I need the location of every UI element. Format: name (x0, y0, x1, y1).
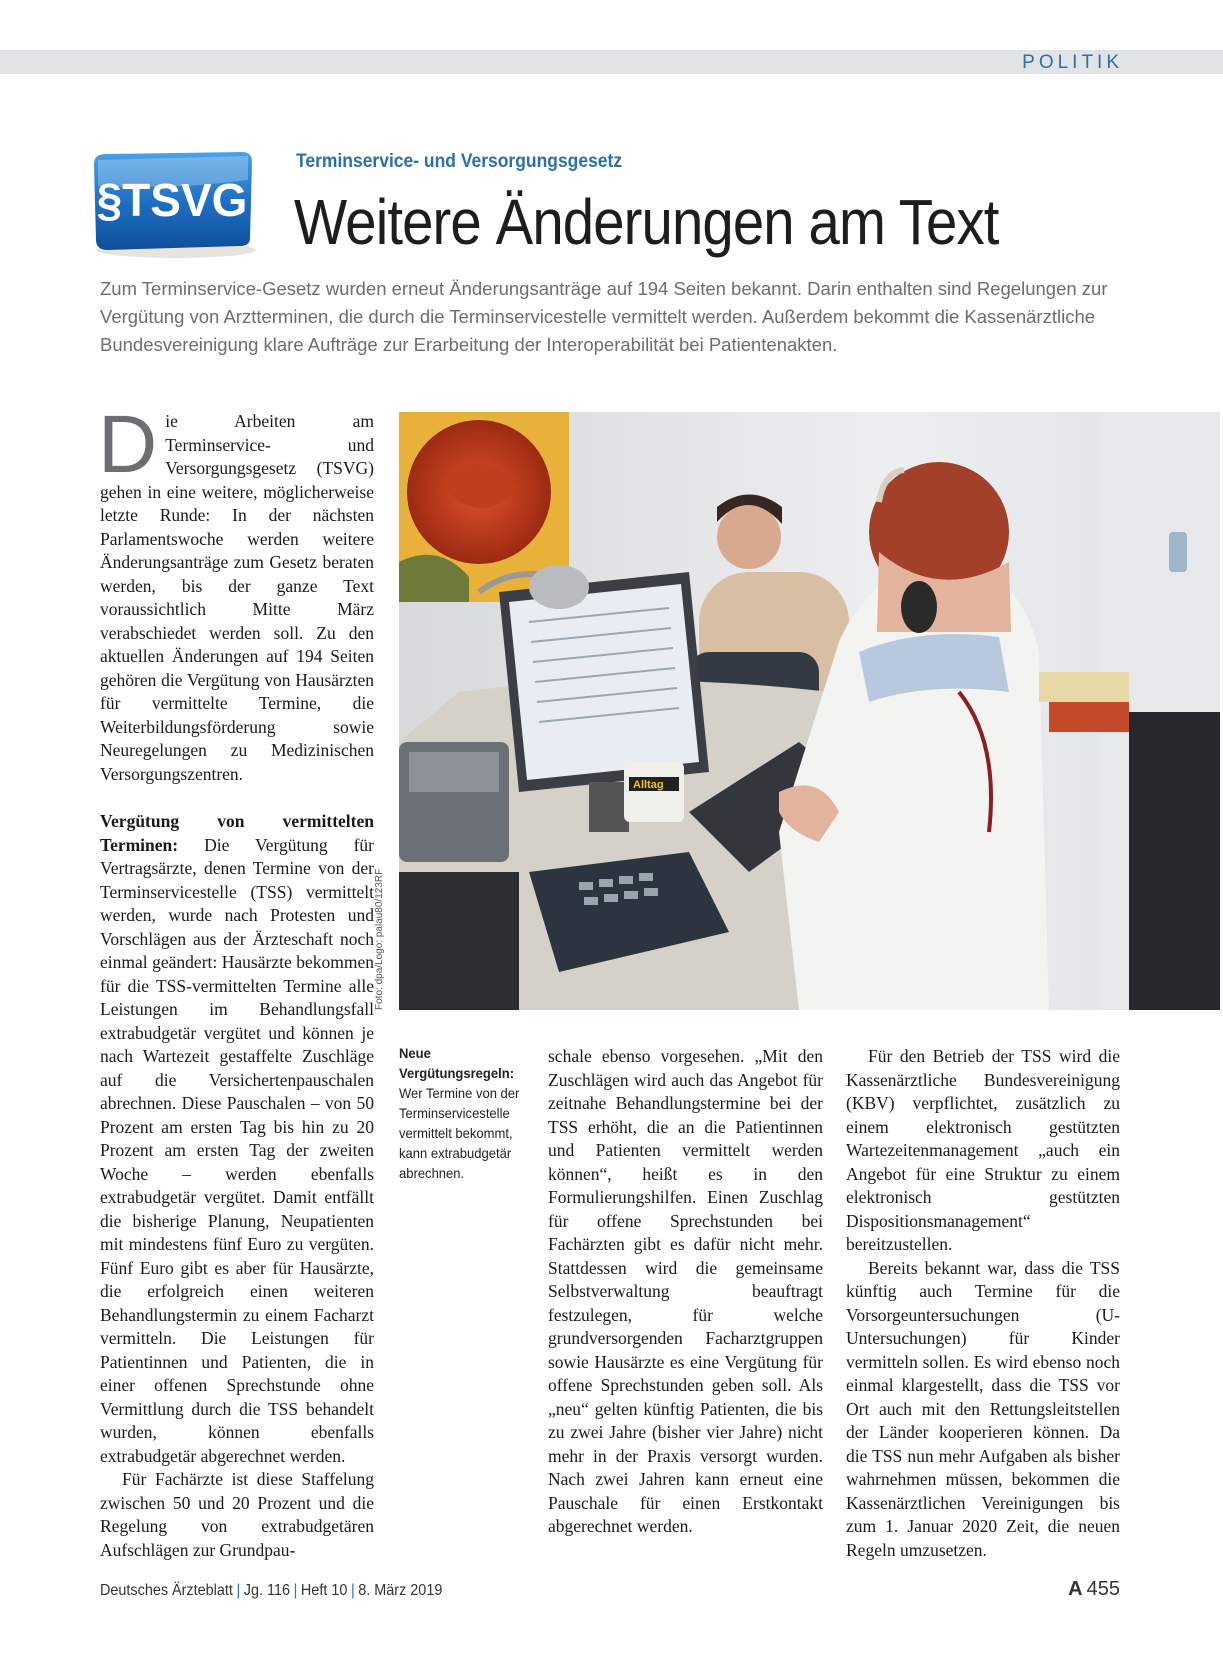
paragraph-betrieb: Für den Betrieb der TSS wird die Kassenärztliche Bundesvereinigung (KBV) verpflichtet, zusätzlich zu einem elektronisch gestützten Wartezeitenmanagement „auch ein Angebot für eine Struktur zu einem elektronisch gestützten Dispositionsmanagement“ bereitzustellen. (846, 1046, 1120, 1254)
issue-date: 8. März 2019 (358, 1582, 443, 1599)
volume: Jg. 116 (243, 1582, 290, 1599)
caption-text: Wer Termine von der Terminservicestelle vermittelt bekommt, kann extrabudgetär abrechnen. (399, 1085, 520, 1181)
photo-credit: Foto: dpa/Logo: palau80/123RF (374, 868, 385, 1010)
article-column-4 (846, 1045, 1120, 1562)
section-label: POLITIK (1022, 52, 1123, 73)
tsvg-logo (84, 150, 262, 262)
article-lead: Zum Terminservice-Gesetz wurden erneut Änderungsanträge auf 194 Seiten bekannt. Darin enthalten sind Regelungen zur Vergütung von Arztterminen, die durch die Terminservicestelle vermittelt werden. Außerdem bekommt die Kassenärztliche Bundesvereinigung klare Aufträge zur Erarbeitung der Interoperabilität bei Patientenakten. (100, 278, 1108, 355)
logo-text: §TSVG (96, 174, 248, 226)
article-photo (399, 412, 1220, 1010)
subheading: Vergütung von vermittelten Terminen: (100, 811, 374, 855)
drop-cap: D (98, 399, 158, 490)
page-footer: Deutsches Ärzteblatt | Jg. 116 | Heft 10 | 8. März 2019 (100, 1582, 443, 1599)
paragraph-fachaerzte: Für Fachärzte ist diese Staffelung zwischen 50 und 20 Prozent und die Regelung von extrabudgetären Aufschlägen zur Grundpau- (100, 1469, 374, 1560)
paragraph-bereits: Bereits bekannt war, dass die TSS künftig auch Termine für die Vorsorgeuntersuchungen (U-Untersuchungen) für Kinder vermitteln sollen. Es wird ebenso noch einmal klargestellt, dass die TSS vor Ort auch mit den Rettungsleitstellen der Länder kooperieren können. Da die TSS nun mehr Aufgaben als bisher wahrnehmen müssen, bekommen die Kassenärztlichen Vereinigungen bis zum 1. Januar 2020 Zeit, die neuen Regeln umzusetzen. (846, 1257, 1120, 1560)
photo-caption (399, 1043, 525, 1183)
page-number: A 455 (1068, 1578, 1120, 1600)
caption-bold: Neue Vergütungsregeln: (399, 1045, 515, 1081)
journal-name: Deutsches Ärzteblatt (100, 1582, 233, 1599)
mug-text: Alltag (633, 779, 664, 791)
article-kicker: Terminservice- und Versorgungsgesetz (296, 151, 623, 172)
paragraph-verguetung: Vergütung von vermittelten Terminen: Die Vergütung für Vertragsärzte, denen Termine von der Terminservicestelle (TSS) vermittelt werden, wurde nach Protesten und Vorschlägen aus der Ärzteschaft noch einmal geändert: Hausärzte bekommen für die TSS-vermittelten Termine alle Leistungen im Behandlungsfall extrabudgetär vergütet und können je nach Wartezeit gestaffelte Zuschläge auf die Versichertenpauschalen abrechnen. Diese Pauschalen – von 50 Prozent am ersten Tag bis hin zu 20 Prozent am ersten Tag der zweiten Woche – werden ebenfalls extrabudgetär vergütet. Damit entfällt die bisherige Planung, Neupatienten mit mindestens fünf Euro zu vergüten. Fünf Euro gibt es aber für Hausärzte, die erfolgreich einen weiteren Behandlungstermin zu einem Facharzt vermitteln. Die Leistungen für Patientinnen und Patienten, die in einer offenen Sprechstunde ohne Vermittlung durch die TSS behandelt wurden, können ebenfalls extrabudgetär abgerechnet werden. (100, 811, 374, 1466)
article-column-1 (98, 399, 374, 1562)
issue: Heft 10 (300, 1582, 348, 1599)
paragraph-pauschale: schale ebenso vorgesehen. „Mit den Zuschlägen wird auch das Angebot für zeitnahe Behandlungstermine bei der TSS erhöht, die an die Patientinnen und Patienten vermittelt werden können“, heißt es in den Formulierungshilfen. Einen Zuschlag für offene Sprechstunden bei Fachärzten gibt es dafür nicht mehr. Stattdessen wird die gemeinsame Selbstverwaltung beauftragt festzulegen, für welche grundversorgenden Facharztgruppen sowie Hausärzte es eine Vergütung für offene Sprechstunden geben soll. Als „neu“ gelten künftig Patienten, die bis zu zwei Jahre (bisher vier Jahre) nicht mehr in der Praxis versorgt wurden. Nach zwei Jahren kann erneut eine Pauschale für einen Erstkontakt abgerechnet werden. (548, 1046, 823, 1536)
paragraph-intro: Die Arbeiten am Terminservice- und Versorgungsgesetz (TSVG) gehen in eine weitere, möglicherweise letzte Runde: In der nächsten Parlamentswoche werden weitere Änderungsanträge zum Gesetz beraten werden, bis der ganze Text voraussichtlich Mitte März verabschiedet werden soll. Zu den aktuellen Änderungen auf 194 Seiten gehören die Vergütung von Hausärzten für vermittelte Termine, die Weiterbildungsförderung sowie Neuregelungen zu Medizinischen Versorgungszentren. (98, 399, 374, 784)
article-title: Weitere Änderungen am Text (294, 186, 999, 258)
article-column-3 (548, 1045, 823, 1539)
